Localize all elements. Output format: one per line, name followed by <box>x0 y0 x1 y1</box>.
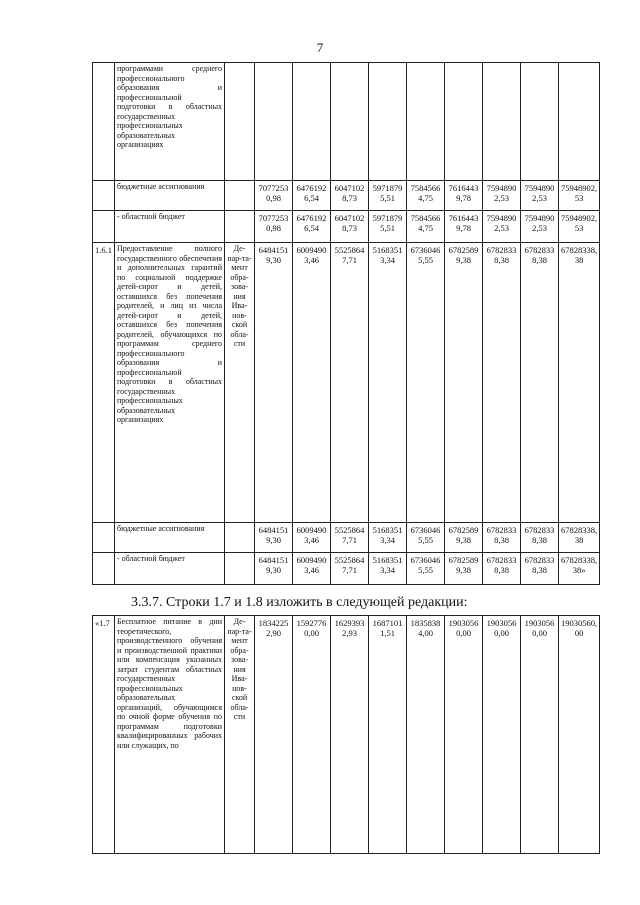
row-description: программами среднего профессионального образования и профессиональной подготовки в областных государственных профессиональных образовательных организациях <box>115 63 225 181</box>
value-cell: 5971879 5,51 <box>369 211 407 243</box>
value-cell: 6484151 9,30 <box>255 243 293 523</box>
value-cell: 6009490 3,46 <box>293 243 331 523</box>
value-cell: 7077253 0,98 <box>255 181 293 211</box>
value-cell: 7616443 9,78 <box>445 211 483 243</box>
table-row <box>93 616 600 854</box>
value-cell: 6782833 8,38 <box>483 243 521 523</box>
value-cell <box>407 63 445 181</box>
value-cell: 5168351 3,34 <box>369 523 407 553</box>
value-cell <box>369 63 407 181</box>
value-cell: 6736046 5,55 <box>407 523 445 553</box>
value-cell: 6782589 9,38 <box>445 553 483 585</box>
value-cell: 6047102 8,73 <box>331 211 369 243</box>
value-cell: 7594890 2,53 <box>521 211 559 243</box>
value-cell: 19030560, 00 <box>559 616 600 854</box>
value-cell: 6782589 9,38 <box>445 243 483 523</box>
value-cell: 1903056 0,00 <box>483 616 521 854</box>
value-cell: 6009490 3,46 <box>293 523 331 553</box>
value-cell: 5525864 7,71 <box>331 243 369 523</box>
page-number: 7 <box>316 40 324 55</box>
row-description: бюджетные ассигнования <box>115 181 225 211</box>
table-row <box>93 523 600 553</box>
row-executor: Де-пар-та-мент обра-зова-ния Ива-нов-ской обла-сти <box>225 616 255 854</box>
value-cell: 67828338, 38» <box>559 553 600 585</box>
value-cell: 6476192 6,54 <box>293 181 331 211</box>
value-cell: 5525864 7,71 <box>331 523 369 553</box>
value-cell: 75948902, 53 <box>559 211 600 243</box>
section-heading: 3.3.7. Строки 1.7 и 1.8 изложить в следующей редакции: <box>131 595 468 610</box>
value-cell: 1592776 0,00 <box>293 616 331 854</box>
value-cell: 5971879 5,51 <box>369 181 407 211</box>
value-cell: 6047102 8,73 <box>331 181 369 211</box>
table-row <box>93 181 600 211</box>
value-cell: 7584566 4,75 <box>407 211 445 243</box>
value-cell: 6484151 9,30 <box>255 553 293 585</box>
value-cell <box>559 63 600 181</box>
value-cell: 7616443 9,78 <box>445 181 483 211</box>
value-cell: 6476192 6,54 <box>293 211 331 243</box>
value-cell: 6782833 8,38 <box>483 553 521 585</box>
value-cell: 6009490 3,46 <box>293 553 331 585</box>
value-cell: 75948902, 53 <box>559 181 600 211</box>
program-table-bottom <box>92 615 600 854</box>
row-code <box>93 63 115 181</box>
program-table-top <box>92 62 600 585</box>
value-cell <box>483 63 521 181</box>
value-cell <box>293 63 331 181</box>
value-cell: 5168351 3,34 <box>369 243 407 523</box>
row-description: Бесплатное питание в дни теоретического, производственного обучения и производственной практики или компенсация указанных затрат студентам областных государственных профессиональных образовательных организаций, обучающимся по очной форме обучения по программам подготовки квалифицированных рабочих или служащих, по <box>115 616 225 854</box>
value-cell: 6782833 8,38 <box>483 523 521 553</box>
value-cell: 1834225 2,90 <box>255 616 293 854</box>
row-description: Предоставление полного государственного обеспечения и дополнительных гарантий по социальной поддержке детей-сирот и детей, оставшихся без попечения родителей, и лиц из числа детей-сирот и детей, оставшихся без попечения родителей, обучающихся по программам среднего профессионального образования и профессиональной подготовки в областных государственных профессиональных образовательных организациях <box>115 243 225 523</box>
value-cell: 1835838 4,00 <box>407 616 445 854</box>
row-executor: Де-пар-та-мент обра-зова-ния Ива-нов-ской обла-сти <box>225 243 255 523</box>
table-row <box>93 63 600 181</box>
value-cell: 5525864 7,71 <box>331 553 369 585</box>
value-cell: 6782589 9,38 <box>445 523 483 553</box>
value-cell: 7594890 2,53 <box>521 181 559 211</box>
value-cell: 6484151 9,30 <box>255 523 293 553</box>
value-cell: 67828338, 38 <box>559 523 600 553</box>
value-cell: 67828338, 38 <box>559 243 600 523</box>
table-row <box>93 211 600 243</box>
row-code: «1.7 <box>93 616 115 854</box>
row-description: - областной бюджет <box>115 553 225 585</box>
value-cell: 5168351 3,34 <box>369 553 407 585</box>
value-cell <box>331 63 369 181</box>
table-row <box>93 553 600 585</box>
value-cell: 7594890 2,53 <box>483 181 521 211</box>
value-cell: 6736046 5,55 <box>407 243 445 523</box>
value-cell <box>521 63 559 181</box>
value-cell <box>255 63 293 181</box>
value-cell: 1629393 2,93 <box>331 616 369 854</box>
value-cell: 6782833 8,38 <box>521 523 559 553</box>
row-description: бюджетные ассигнования <box>115 523 225 553</box>
value-cell: 1903056 0,00 <box>521 616 559 854</box>
value-cell: 6782833 8,38 <box>521 553 559 585</box>
row-code: 1.6.1 <box>93 243 115 523</box>
value-cell: 7594890 2,53 <box>483 211 521 243</box>
value-cell: 1687101 1,51 <box>369 616 407 854</box>
row-executor <box>225 63 255 181</box>
value-cell <box>445 63 483 181</box>
table-row <box>93 243 600 523</box>
value-cell: 7584566 4,75 <box>407 181 445 211</box>
value-cell: 7077253 0,98 <box>255 211 293 243</box>
value-cell: 6736046 5,55 <box>407 553 445 585</box>
value-cell: 1903056 0,00 <box>445 616 483 854</box>
row-description: - областной бюджет <box>115 211 225 243</box>
value-cell: 6782833 8,38 <box>521 243 559 523</box>
